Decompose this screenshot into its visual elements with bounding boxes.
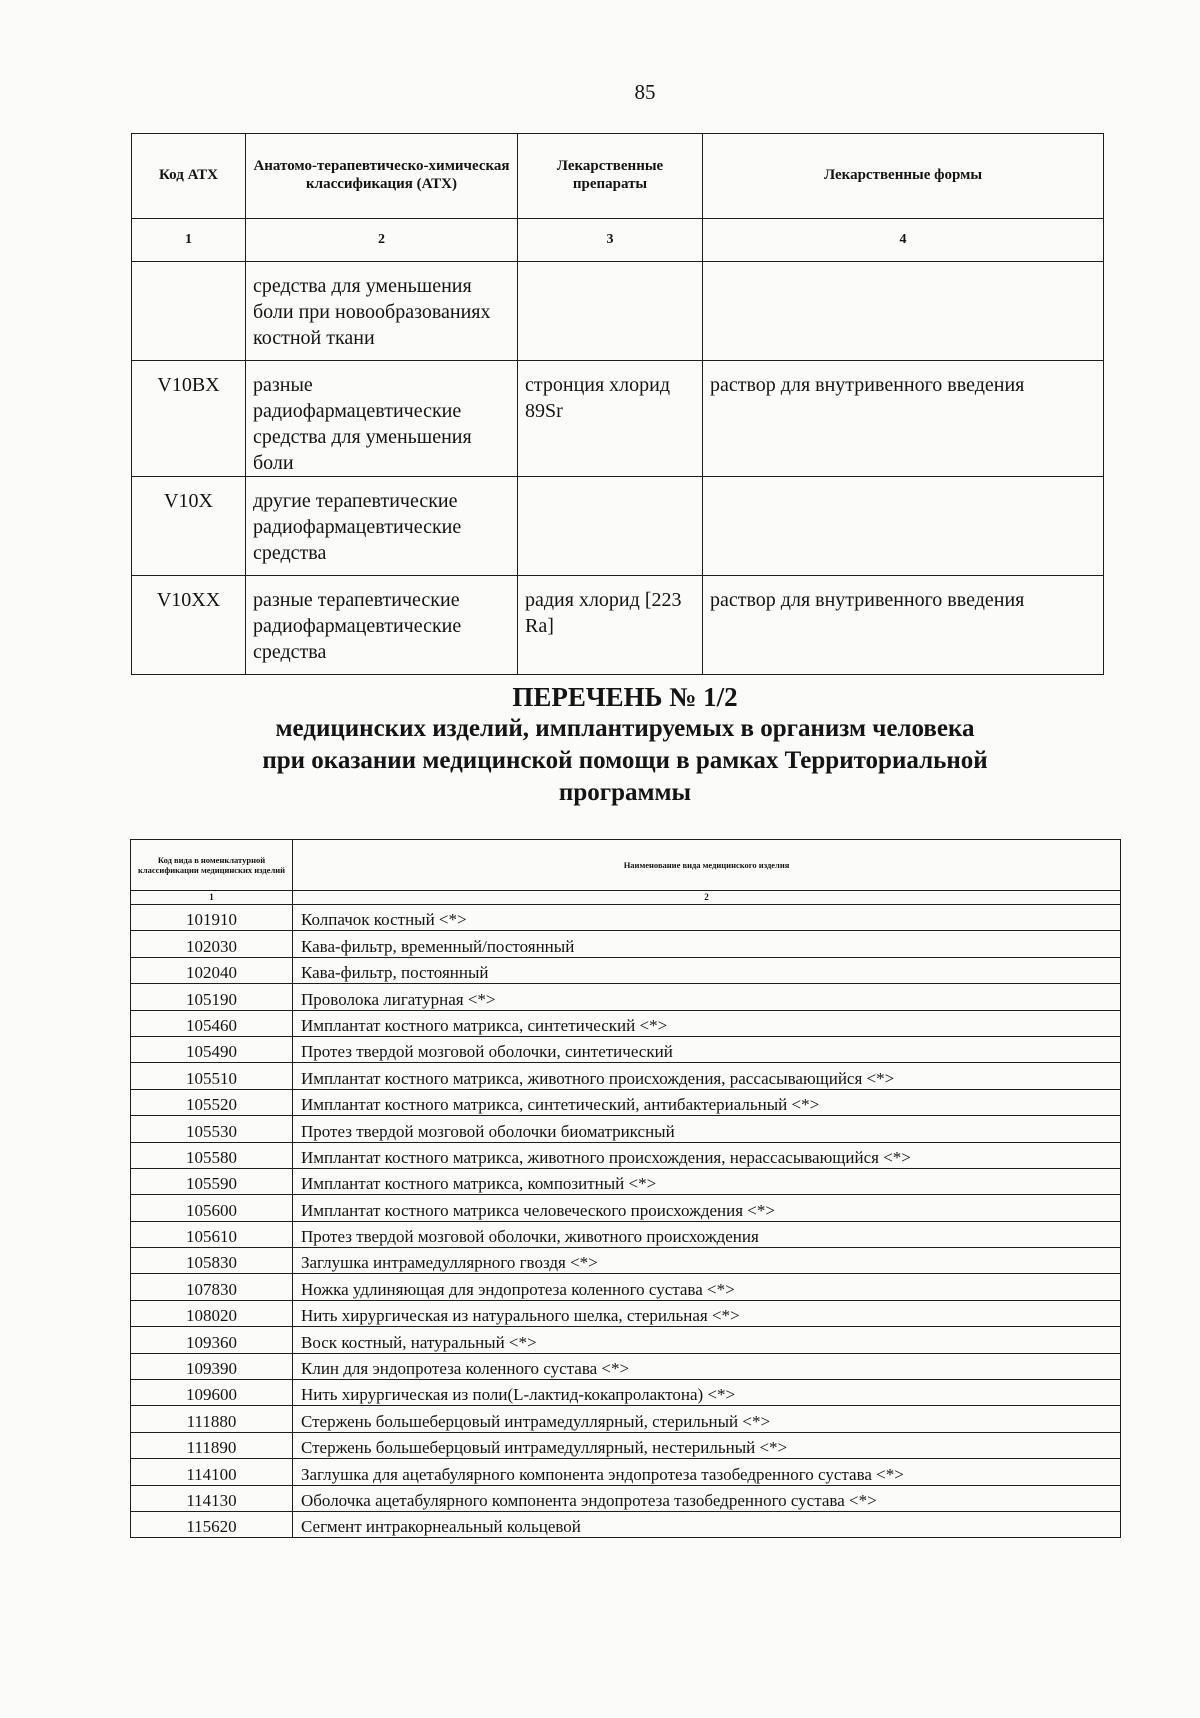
table-row xyxy=(131,1406,1121,1432)
table-row xyxy=(131,1459,1121,1485)
device-name-cell: Нить хирургическая из поли(L-лактид-кокапролактона) <*> xyxy=(293,1380,1121,1406)
atc-code-cell: V10X xyxy=(132,477,246,576)
atc-drug-cell xyxy=(518,262,703,361)
table-row xyxy=(131,1089,1121,1115)
atc-drug-cell: стронция хлорид 89Sr xyxy=(518,361,703,477)
device-name-cell: Заглушка для ацетабулярного компонента эндопротеза тазобедренного сустава <*> xyxy=(293,1459,1121,1485)
list-subtitle-line-1: медицинских изделий, имплантируемых в организм человека xyxy=(275,715,975,742)
table-row xyxy=(131,1168,1121,1194)
table-row xyxy=(131,1142,1121,1168)
table-row xyxy=(131,1485,1121,1511)
device-code-cell: 115620 xyxy=(131,1511,293,1537)
device-name-cell: Имплантат костного матрикса, животного происхождения, рассасывающийся <*> xyxy=(293,1063,1121,1089)
atc-header-forms: Лекарственные формы xyxy=(703,134,1104,219)
atc-form-cell: раствор для внутривенного введения xyxy=(703,361,1104,477)
table-row xyxy=(131,905,1121,931)
device-name-cell: Имплантат костного матрикса, животного происхождения, нерассасывающийся <*> xyxy=(293,1142,1121,1168)
column-number: 1 xyxy=(131,891,293,905)
device-name-cell: Ножка удлиняющая для эндопротеза коленного сустава <*> xyxy=(293,1274,1121,1300)
device-code-cell: 111890 xyxy=(131,1432,293,1458)
list-subtitle-line-3: программы xyxy=(558,779,692,806)
table-row xyxy=(131,1274,1121,1300)
device-name-cell: Протез твердой мозговой оболочки биоматриксный xyxy=(293,1116,1121,1142)
device-name-cell: Оболочка ацетабулярного компонента эндопротеза тазобедренного сустава <*> xyxy=(293,1485,1121,1511)
column-number: 2 xyxy=(246,219,518,262)
device-name-cell: Имплантат костного матрикса, синтетический, антибактериальный <*> xyxy=(293,1089,1121,1115)
device-name-cell: Воск костный, натуральный <*> xyxy=(293,1327,1121,1353)
device-code-cell: 102030 xyxy=(131,931,293,957)
device-code-cell: 109390 xyxy=(131,1353,293,1379)
device-code-cell: 105830 xyxy=(131,1248,293,1274)
atc-header-classification: Анатомо-терапевтическо-химическая классификация (АТХ) xyxy=(246,134,518,219)
table-row xyxy=(131,1432,1121,1458)
column-number: 1 xyxy=(132,219,246,262)
device-code-cell: 101910 xyxy=(131,905,293,931)
table-row xyxy=(131,1036,1121,1062)
atc-header-code: Код АТХ xyxy=(132,134,246,219)
device-name-cell: Сегмент интракорнеальный кольцевой xyxy=(293,1511,1121,1537)
atc-drug-cell: радия хлорид [223 Ra] xyxy=(518,576,703,675)
table-row xyxy=(131,1063,1121,1089)
device-code-cell: 109600 xyxy=(131,1380,293,1406)
device-code-cell: 105590 xyxy=(131,1168,293,1194)
atc-drug-cell xyxy=(518,477,703,576)
atc-header-drugs: Лекарственные препараты xyxy=(518,134,703,219)
devices-header-row xyxy=(131,840,1121,891)
device-name-cell: Протез твердой мозговой оболочки, синтетический xyxy=(293,1036,1121,1062)
atc-header-row xyxy=(132,134,1104,219)
atc-code-cell xyxy=(132,262,246,361)
atc-form-cell: раствор для внутривенного введения xyxy=(703,576,1104,675)
devices-table xyxy=(130,839,1121,1538)
column-number: 4 xyxy=(703,219,1104,262)
device-code-cell: 105610 xyxy=(131,1221,293,1247)
device-code-cell: 108020 xyxy=(131,1300,293,1326)
devices-header-code: Код вида в номенклатурной классификации медицинских изделий xyxy=(131,840,293,891)
table-row xyxy=(131,1010,1121,1036)
table-row xyxy=(132,477,1104,576)
atc-classification-cell: разные радиофармацевтические средства для уменьшения боли xyxy=(246,361,518,477)
atc-classification-cell: разные терапевтические радиофармацевтические средства xyxy=(246,576,518,675)
column-number: 2 xyxy=(293,891,1121,905)
table-row xyxy=(131,957,1121,983)
table-row xyxy=(132,262,1104,361)
devices-column-numbers xyxy=(131,891,1121,905)
device-name-cell: Кава-фильтр, временный/постоянный xyxy=(293,931,1121,957)
device-code-cell: 105460 xyxy=(131,1010,293,1036)
table-row xyxy=(131,984,1121,1010)
column-number: 3 xyxy=(518,219,703,262)
device-code-cell: 111880 xyxy=(131,1406,293,1432)
table-row xyxy=(131,1221,1121,1247)
table-row xyxy=(131,931,1121,957)
device-name-cell: Проволока лигатурная <*> xyxy=(293,984,1121,1010)
device-code-cell: 105600 xyxy=(131,1195,293,1221)
table-row xyxy=(131,1327,1121,1353)
device-code-cell: 105190 xyxy=(131,984,293,1010)
device-name-cell: Клин для эндопротеза коленного сустава <*> xyxy=(293,1353,1121,1379)
atc-column-numbers xyxy=(132,219,1104,262)
list-heading xyxy=(160,681,1090,809)
device-name-cell: Протез твердой мозговой оболочки, животного происхождения xyxy=(293,1221,1121,1247)
atc-form-cell xyxy=(703,477,1104,576)
atc-classification-cell: другие терапевтические радиофармацевтические средства xyxy=(246,477,518,576)
device-name-cell: Заглушка интрамедуллярного гвоздя <*> xyxy=(293,1248,1121,1274)
device-name-cell: Стержень большеберцовый интрамедуллярный, стерильный <*> xyxy=(293,1406,1121,1432)
devices-header-name: Наименование вида медицинского изделия xyxy=(293,840,1121,891)
atc-classification-cell: средства для уменьшения боли при новообразованиях костной ткани xyxy=(246,262,518,361)
table-row xyxy=(131,1300,1121,1326)
device-code-cell: 114130 xyxy=(131,1485,293,1511)
device-code-cell: 102040 xyxy=(131,957,293,983)
table-row xyxy=(131,1353,1121,1379)
device-name-cell: Имплантат костного матрикса человеческого происхождения <*> xyxy=(293,1195,1121,1221)
table-row xyxy=(131,1116,1121,1142)
list-subtitle-line-2: при оказании медицинской помощи в рамках Территориальной xyxy=(262,747,988,774)
device-code-cell: 105580 xyxy=(131,1142,293,1168)
table-row xyxy=(132,361,1104,477)
atc-table xyxy=(131,133,1104,675)
table-row xyxy=(132,576,1104,675)
device-code-cell: 109360 xyxy=(131,1327,293,1353)
device-code-cell: 114100 xyxy=(131,1459,293,1485)
atc-code-cell: V10XX xyxy=(132,576,246,675)
atc-form-cell xyxy=(703,262,1104,361)
table-row xyxy=(131,1195,1121,1221)
device-code-cell: 105510 xyxy=(131,1063,293,1089)
page-number: 85 xyxy=(634,80,656,104)
device-code-cell: 105490 xyxy=(131,1036,293,1062)
device-name-cell: Имплантат костного матрикса, композитный <*> xyxy=(293,1168,1121,1194)
device-name-cell: Колпачок костный <*> xyxy=(293,905,1121,931)
table-row xyxy=(131,1248,1121,1274)
device-name-cell: Кава-фильтр, постоянный xyxy=(293,957,1121,983)
list-title: ПЕРЕЧЕНЬ № 1/2 xyxy=(512,682,738,712)
table-row xyxy=(131,1380,1121,1406)
table-row xyxy=(131,1511,1121,1537)
device-name-cell: Стержень большеберцовый интрамедуллярный, нестерильный <*> xyxy=(293,1432,1121,1458)
device-name-cell: Нить хирургическая из натурального шелка, стерильная <*> xyxy=(293,1300,1121,1326)
atc-code-cell: V10BX xyxy=(132,361,246,477)
device-name-cell: Имплантат костного матрикса, синтетический <*> xyxy=(293,1010,1121,1036)
device-code-cell: 107830 xyxy=(131,1274,293,1300)
device-code-cell: 105520 xyxy=(131,1089,293,1115)
device-code-cell: 105530 xyxy=(131,1116,293,1142)
